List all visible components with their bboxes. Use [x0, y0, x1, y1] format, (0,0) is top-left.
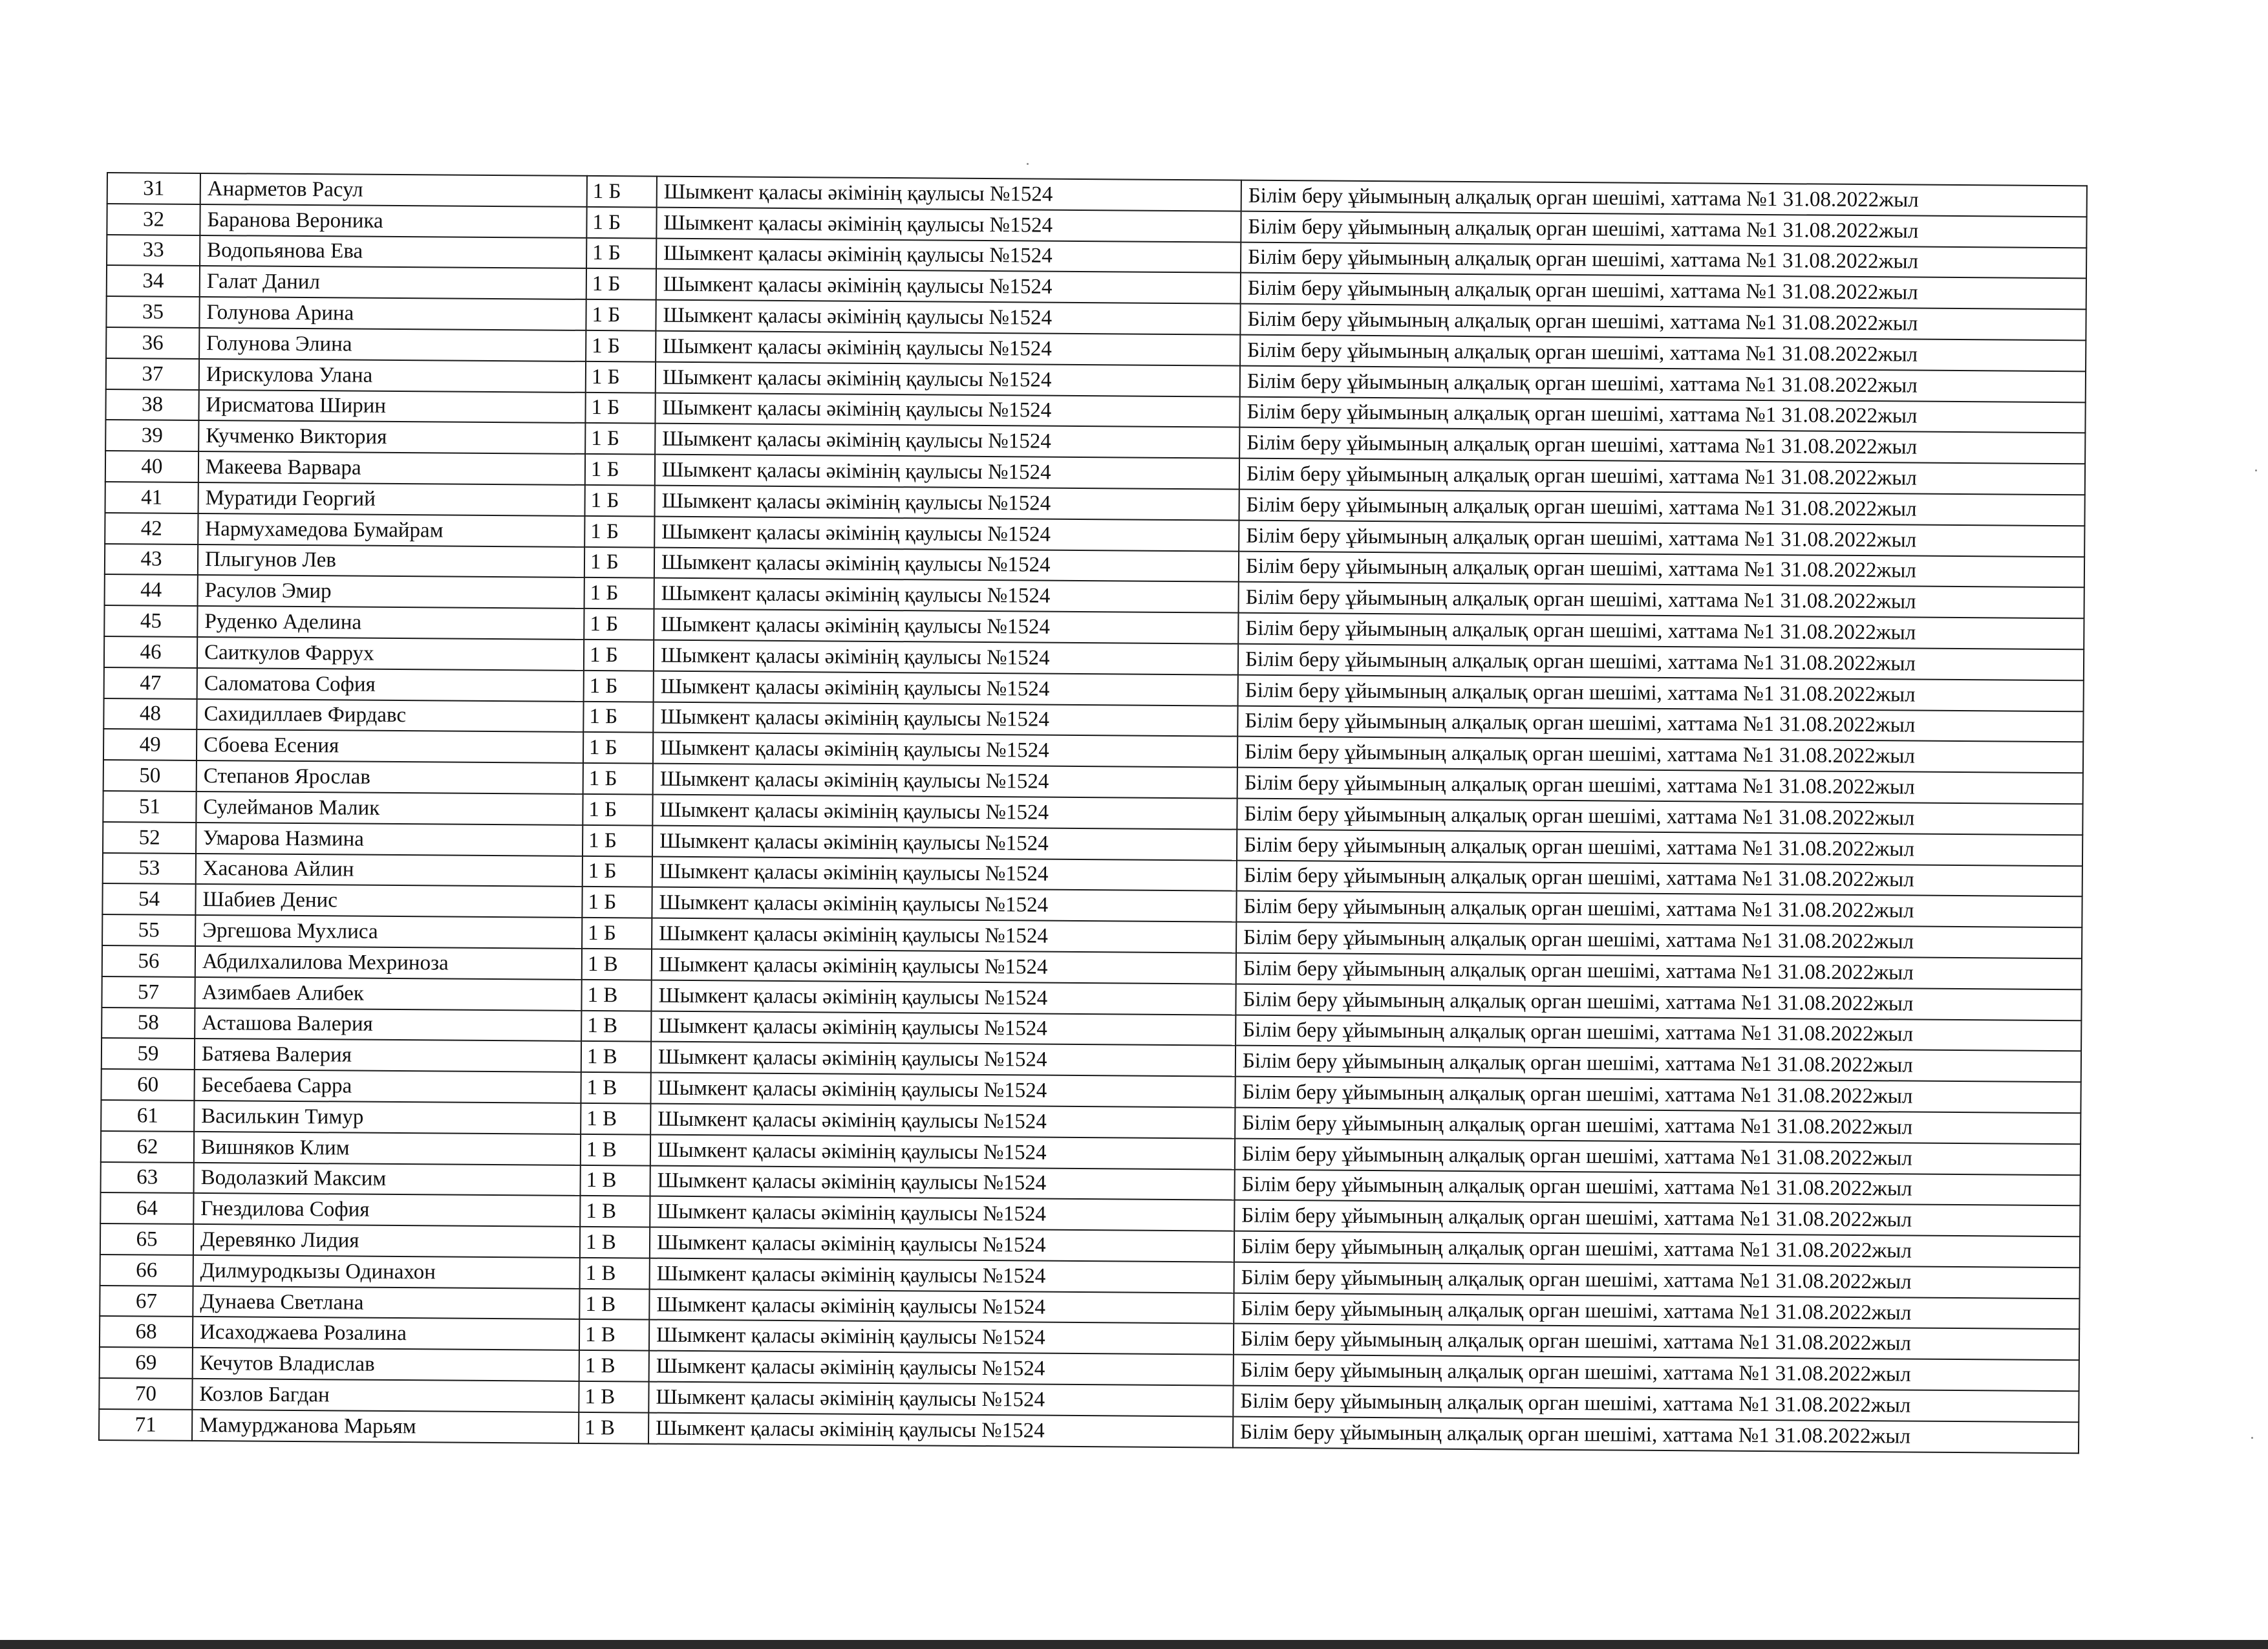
row-number-cell: 54 [102, 883, 195, 915]
order-cell: Шымкент қаласы әкімінің қаулысы №1524 [651, 1042, 1236, 1077]
class-cell: 1 В [579, 1319, 649, 1351]
decision-cell: Білім беру ұйымының алқалық орган шешімі, хаттама №1 31.08.2022жыл [1236, 953, 2082, 989]
row-number-cell: 71 [99, 1409, 192, 1441]
decision-cell: Білім беру ұйымының алқалық орган шешімі, хаттама №1 31.08.2022жыл [1241, 242, 2086, 278]
order-cell: Шымкент қаласы әкімінің қаулысы №1524 [651, 980, 1236, 1015]
row-number-cell: 50 [103, 760, 197, 792]
order-cell: Шымкент қаласы әкімінің қаулысы №1524 [649, 1289, 1234, 1324]
order-cell: Шымкент қаласы әкімінің қаулысы №1524 [650, 1227, 1234, 1262]
row-number-cell: 37 [106, 358, 199, 390]
row-number-cell: 35 [106, 296, 199, 328]
order-cell: Шымкент қаласы әкімінің қаулысы №1524 [651, 1011, 1236, 1046]
order-cell: Шымкент қаласы әкімінің қаулысы №1524 [656, 238, 1241, 273]
class-cell: 1 В [581, 1103, 650, 1135]
class-cell: 1 В [581, 1134, 650, 1166]
order-cell: Шымкент қаласы әкімінің қаулысы №1524 [656, 207, 1241, 242]
class-cell: 1 Б [583, 825, 652, 857]
decision-cell: Білім беру ұйымының алқалық орган шешімі, хаттама №1 31.08.2022жыл [1237, 829, 2082, 865]
class-cell: 1 В [581, 1041, 651, 1073]
decision-cell: Білім беру ұйымының алқалық орган шешімі, хаттама №1 31.08.2022жыл [1237, 860, 2082, 896]
class-cell: 1 Б [586, 238, 656, 270]
order-cell: Шымкент қаласы әкімінің қаулысы №1524 [652, 795, 1237, 830]
row-number-cell: 51 [103, 791, 196, 823]
student-name-cell: Исаходжаева Розалина [193, 1317, 579, 1350]
decision-cell: Білім беру ұйымының алқалық орган шешімі, хаттама №1 31.08.2022жыл [1233, 1386, 2079, 1422]
row-number-cell: 47 [104, 667, 197, 699]
decision-cell: Білім беру ұйымының алқалық орган шешімі, хаттама №1 31.08.2022жыл [1234, 1324, 2079, 1360]
class-cell: 1 Б [582, 887, 652, 918]
decision-cell: Білім беру ұйымының алқалық орган шешімі, хаттама №1 31.08.2022жыл [1236, 1046, 2081, 1082]
decision-cell: Білім беру ұйымының алқалық орган шешімі, хаттама №1 31.08.2022жыл [1233, 1416, 2079, 1452]
student-name-cell: Козлов Багдан [192, 1379, 579, 1412]
student-name-cell: Голунова Арина [199, 297, 586, 330]
decision-cell: Білім беру ұйымының алқалық орган шешімі, хаттама №1 31.08.2022жыл [1236, 1015, 2081, 1051]
admission-table-body [99, 173, 2087, 1453]
class-cell: 1 Б [585, 392, 655, 424]
class-cell: 1 В [579, 1381, 648, 1413]
row-number-cell: 34 [107, 265, 200, 297]
student-name-cell: Хасанова Айлин [196, 853, 583, 887]
order-cell: Шымкент қаласы әкімінің қаулысы №1524 [653, 764, 1237, 799]
student-name-cell: Ирисматова Ширин [198, 390, 585, 424]
student-name-cell: Кечутов Владислав [193, 1348, 579, 1381]
student-name-cell: Макеева Варвара [198, 451, 585, 485]
decision-cell: Білім беру ұйымының алқалық орган шешімі, хаттама №1 31.08.2022жыл [1238, 644, 2084, 680]
decision-cell: Білім беру ұйымының алқалық орган шешімі, хаттама №1 31.08.2022жыл [1234, 1293, 2079, 1329]
scan-edge-shadow [0, 1640, 2268, 1649]
admission-table [98, 172, 2088, 1454]
student-name-cell: Мамурджанова Марьям [192, 1410, 579, 1443]
decision-cell: Білім беру ұйымының алқалық орган шешімі, хаттама №1 31.08.2022жыл [1236, 891, 2082, 927]
order-cell: Шымкент қаласы әкімінің қаулысы №1524 [656, 361, 1240, 396]
student-name-cell: Гнездилова София [193, 1193, 580, 1227]
row-number-cell: 61 [101, 1100, 194, 1132]
class-cell: 1 Б [585, 454, 655, 486]
class-cell: 1 Б [586, 330, 656, 362]
student-name-cell: Галат Данил [200, 266, 586, 299]
decision-cell: Білім беру ұйымының алқалық орган шешімі, хаттама №1 31.08.2022жыл [1240, 365, 2086, 402]
order-cell: Шымкент қаласы әкімінің қаулысы №1524 [656, 269, 1241, 304]
student-name-cell: Абдилхалилова Мехриноза [195, 946, 582, 980]
class-cell: 1 Б [584, 671, 654, 702]
decision-cell: Білім беру ұйымының алқалық орган шешімі, хаттама №1 31.08.2022жыл [1234, 1200, 2080, 1236]
row-number-cell: 40 [105, 451, 198, 482]
decision-cell: Білім беру ұйымының алқалық орган шешімі, хаттама №1 31.08.2022жыл [1239, 396, 2085, 433]
student-name-cell: Муратиди Георгий [198, 482, 585, 516]
class-cell: 1 Б [583, 763, 653, 795]
student-name-cell: Сбоева Есения [197, 729, 583, 763]
decision-cell: Білім беру ұйымының алқалық орган шешімі, хаттама №1 31.08.2022жыл [1240, 335, 2086, 371]
order-cell: Шымкент қаласы әкімінің қаулысы №1524 [650, 1134, 1235, 1169]
decision-cell: Білім беру ұйымының алқалық орган шешімі, хаттама №1 31.08.2022жыл [1234, 1169, 2080, 1205]
student-name-cell: Ирискулова Улана [199, 359, 586, 393]
decision-cell: Білім беру ұйымының алқалық орган шешімі, хаттама №1 31.08.2022жыл [1241, 211, 2086, 247]
student-name-cell: Вишняков Клим [194, 1132, 581, 1165]
student-name-cell: Степанов Ярослав [197, 760, 583, 794]
row-number-cell: 62 [101, 1131, 194, 1163]
student-name-cell: Анарметов Расул [200, 173, 587, 207]
order-cell: Шымкент қаласы әкімінің қаулысы №1524 [650, 1104, 1235, 1139]
order-cell: Шымкент қаласы әкімінің қаулысы №1524 [653, 702, 1237, 737]
order-cell: Шымкент қаласы әкімінің қаулысы №1524 [655, 393, 1239, 427]
scan-speck [1027, 163, 1029, 165]
student-name-cell: Расулов Эмир [198, 575, 584, 609]
student-name-cell: Эргешова Мухлиса [195, 915, 582, 949]
class-cell: 1 Б [584, 485, 654, 517]
row-number-cell: 57 [102, 976, 195, 1008]
order-cell: Шымкент қаласы әкімінің қаулысы №1524 [652, 918, 1236, 953]
decision-cell: Білім беру ұйымының алқалық орган шешімі, хаттама №1 31.08.2022жыл [1239, 582, 2084, 618]
student-name-cell: Сулейманов Малик [196, 792, 583, 825]
class-cell: 1 Б [584, 577, 654, 609]
student-name-cell: Руденко Аделина [197, 606, 584, 640]
order-cell: Шымкент қаласы әкімінің қаулысы №1524 [656, 300, 1240, 335]
student-name-cell: Сахидиллаев Фирдавс [197, 698, 583, 732]
class-cell: 1 В [580, 1196, 650, 1227]
row-number-cell: 56 [102, 945, 195, 977]
row-number-cell: 49 [103, 729, 197, 760]
row-number-cell: 63 [101, 1161, 194, 1193]
order-cell: Шымкент қаласы әкімінің қаулысы №1524 [654, 578, 1239, 613]
class-cell: 1 Б [586, 299, 656, 331]
student-name-cell: Водолазкий Максим [194, 1162, 581, 1196]
row-number-cell: 69 [100, 1347, 193, 1379]
class-cell: 1 Б [582, 918, 652, 949]
class-cell: 1 Б [583, 732, 653, 764]
row-number-cell: 66 [100, 1255, 193, 1286]
order-cell: Шымкент қаласы әкімінің қаулысы №1524 [654, 609, 1238, 644]
order-cell: Шымкент қаласы әкімінің қаулысы №1524 [656, 331, 1240, 366]
student-name-cell: Батяева Валерия [195, 1039, 581, 1072]
student-name-cell: Кучменко Виктория [198, 420, 585, 454]
order-cell: Шымкент қаласы әкімінің қаулысы №1524 [648, 1412, 1233, 1447]
scan-speck [2255, 469, 2257, 471]
decision-cell: Білім беру ұйымының алқалық орган шешімі, хаттама №1 31.08.2022жыл [1237, 768, 2083, 804]
row-number-cell: 45 [104, 605, 197, 637]
decision-cell: Білім беру ұйымының алқалық орган шешімі, хаттама №1 31.08.2022жыл [1237, 737, 2083, 773]
decision-cell: Білім беру ұйымының алқалық орган шешімі, хаттама №1 31.08.2022жыл [1235, 1077, 2081, 1113]
row-number-cell: 46 [104, 636, 197, 668]
decision-cell: Білім беру ұйымының алқалық орган шешімі, хаттама №1 31.08.2022жыл [1234, 1231, 2080, 1267]
decision-cell: Білім беру ұйымының алқалық орган шешімі, хаттама №1 31.08.2022жыл [1241, 273, 2086, 309]
student-name-cell: Саломатова София [197, 668, 584, 702]
order-cell: Шымкент қаласы әкімінің қаулысы №1524 [653, 733, 1237, 768]
student-name-cell: Голунова Элина [199, 328, 586, 361]
row-number-cell: 43 [105, 544, 198, 576]
decision-cell: Білім беру ұйымының алқалық орган шешімі, хаттама №1 31.08.2022жыл [1238, 613, 2084, 649]
row-number-cell: 39 [105, 420, 198, 451]
row-number-cell: 68 [100, 1316, 193, 1348]
class-cell: 1 В [579, 1412, 648, 1444]
order-cell: Шымкент қаласы әкімінің қаулысы №1524 [650, 1165, 1235, 1200]
student-name-cell: Азимбаев Алибек [195, 977, 581, 1011]
order-cell: Шымкент қаласы әкімінің қаулысы №1524 [657, 177, 1241, 211]
class-cell: 1 В [582, 949, 652, 980]
row-number-cell: 58 [102, 1007, 195, 1039]
class-cell: 1 Б [584, 516, 654, 548]
order-cell: Шымкент қаласы әкімінің қаулысы №1524 [652, 856, 1237, 891]
class-cell: 1 Б [587, 176, 657, 208]
decision-cell: Білім беру ұйымының алқалық орган шешімі, хаттама №1 31.08.2022жыл [1235, 1138, 2081, 1174]
class-cell: 1 Б [583, 794, 652, 826]
row-number-cell: 52 [103, 822, 196, 854]
student-name-cell: Баранова Вероника [200, 204, 586, 238]
order-cell: Шымкент қаласы әкімінің қаулысы №1524 [650, 1073, 1235, 1108]
row-number-cell: 38 [105, 389, 198, 421]
order-cell: Шымкент қаласы әкімінің қаулысы №1524 [654, 640, 1238, 675]
decision-cell: Білім беру ұйымының алқалық орган шешімі, хаттама №1 31.08.2022жыл [1237, 706, 2083, 742]
student-name-cell: Плыгунов Лев [198, 544, 584, 578]
class-cell: 1 В [581, 1165, 650, 1196]
decision-cell: Білім беру ұйымының алқалық орган шешімі, хаттама №1 31.08.2022жыл [1234, 1355, 2079, 1391]
order-cell: Шымкент қаласы әкімінің қаулысы №1524 [650, 1196, 1234, 1231]
student-name-cell: Дилмуродкызы Одинахон [193, 1255, 580, 1289]
class-cell: 1 В [580, 1258, 650, 1289]
class-cell: 1 Б [586, 207, 656, 239]
decision-cell: Білім беру ұйымының алқалық орган шешімі, хаттама №1 31.08.2022жыл [1239, 427, 2085, 464]
class-cell: 1 В [579, 1289, 649, 1320]
row-number-cell: 32 [107, 204, 200, 235]
order-cell: Шымкент қаласы әкімінің қаулысы №1524 [652, 825, 1237, 860]
student-name-cell: Саиткулов Фаррух [197, 637, 584, 671]
row-number-cell: 31 [107, 173, 200, 204]
class-cell: 1 Б [583, 856, 652, 887]
class-cell: 1 В [581, 980, 651, 1011]
class-cell: 1 Б [583, 701, 653, 733]
row-number-cell: 60 [101, 1069, 194, 1101]
decision-cell: Білім беру ұйымының алқалық орган шешімі, хаттама №1 31.08.2022жыл [1234, 1262, 2080, 1298]
class-cell: 1 В [579, 1350, 649, 1382]
student-name-cell: Асташова Валерия [195, 1008, 581, 1041]
order-cell: Шымкент қаласы әкімінің қаулысы №1524 [650, 1258, 1234, 1293]
class-cell: 1 В [580, 1227, 650, 1258]
class-cell: 1 Б [584, 546, 654, 578]
row-number-cell: 44 [105, 574, 198, 606]
order-cell: Шымкент қаласы әкімінің қаулысы №1524 [652, 887, 1236, 922]
decision-cell: Білім беру ұйымының алқалық орган шешімі, хаттама №1 31.08.2022жыл [1236, 984, 2081, 1020]
student-name-cell: Бесебаева Сарра [194, 1070, 581, 1103]
student-name-cell: Деревянко Лидия [193, 1224, 580, 1258]
class-cell: 1 В [581, 1010, 651, 1042]
decision-cell: Білім беру ұйымының алқалық орган шешімі, хаттама №1 31.08.2022жыл [1239, 458, 2085, 495]
order-cell: Шымкент қаласы әкімінің қаулысы №1524 [649, 1320, 1234, 1355]
decision-cell: Білім беру ұйымының алқалық орган шешімі, хаттама №1 31.08.2022жыл [1236, 922, 2082, 958]
row-number-cell: 36 [106, 327, 199, 359]
class-cell: 1 Б [584, 640, 654, 671]
row-number-cell: 48 [103, 698, 197, 730]
decision-cell: Білім беру ұйымының алқалық орган шешімі, хаттама №1 31.08.2022жыл [1240, 304, 2086, 340]
student-name-cell: Василькин Тимур [194, 1101, 581, 1134]
student-name-cell: Водопьянова Ева [200, 235, 586, 269]
order-cell: Шымкент қаласы әкімінің қаулысы №1524 [655, 424, 1239, 458]
decision-cell: Білім беру ұйымының алқалық орган шешімі, хаттама №1 31.08.2022жыл [1241, 180, 2087, 217]
class-cell: 1 Б [586, 361, 656, 393]
row-number-cell: 33 [107, 235, 200, 266]
decision-cell: Білім беру ұйымының алқалық орган шешімі, хаттама №1 31.08.2022жыл [1235, 1108, 2081, 1144]
order-cell: Шымкент қаласы әкімінің қаулысы №1524 [654, 486, 1239, 521]
row-number-cell: 53 [103, 853, 196, 885]
row-number-cell: 70 [99, 1378, 192, 1410]
order-cell: Шымкент қаласы әкімінің қаулысы №1524 [654, 671, 1238, 706]
class-cell: 1 В [581, 1072, 650, 1104]
row-number-cell: 41 [105, 482, 198, 513]
decision-cell: Білім беру ұйымының алқалық орган шешімі, хаттама №1 31.08.2022жыл [1239, 520, 2084, 556]
decision-cell: Білім беру ұйымының алқалық орган шешімі, хаттама №1 31.08.2022жыл [1237, 799, 2082, 835]
class-cell: 1 Б [586, 268, 656, 300]
class-cell: 1 Б [584, 609, 654, 640]
row-number-cell: 67 [100, 1286, 193, 1317]
decision-cell: Білім беру ұйымының алқалық орган шешімі, хаттама №1 31.08.2022жыл [1239, 490, 2084, 526]
student-name-cell: Нармухамедова Бумайрам [198, 513, 584, 547]
scan-speck [2251, 1437, 2253, 1439]
decision-cell: Білім беру ұйымының алқалық орган шешімі, хаттама №1 31.08.2022жыл [1238, 674, 2084, 711]
student-name-cell: Дунаева Светлана [193, 1286, 579, 1320]
student-name-cell: Умарова Назмина [196, 823, 583, 856]
order-cell: Шымкент қаласы әкімінің қаулысы №1524 [652, 949, 1236, 984]
order-cell: Шымкент қаласы әкімінің қаулысы №1524 [654, 547, 1239, 582]
class-cell: 1 Б [585, 423, 655, 455]
row-number-cell: 65 [100, 1223, 193, 1255]
row-number-cell: 42 [105, 513, 198, 544]
row-number-cell: 59 [102, 1038, 195, 1070]
order-cell: Шымкент қаласы әкімінің қаулысы №1524 [649, 1351, 1234, 1386]
order-cell: Шымкент қаласы әкімінің қаулысы №1524 [655, 455, 1239, 490]
order-cell: Шымкент қаласы әкімінің қаулысы №1524 [648, 1382, 1233, 1417]
row-number-cell: 55 [102, 914, 195, 946]
decision-cell: Білім беру ұйымының алқалық орган шешімі, хаттама №1 31.08.2022жыл [1239, 551, 2084, 587]
student-name-cell: Шабиев Денис [195, 884, 582, 918]
row-number-cell: 64 [100, 1192, 193, 1224]
order-cell: Шымкент қаласы әкімінің қаулысы №1524 [654, 516, 1239, 551]
